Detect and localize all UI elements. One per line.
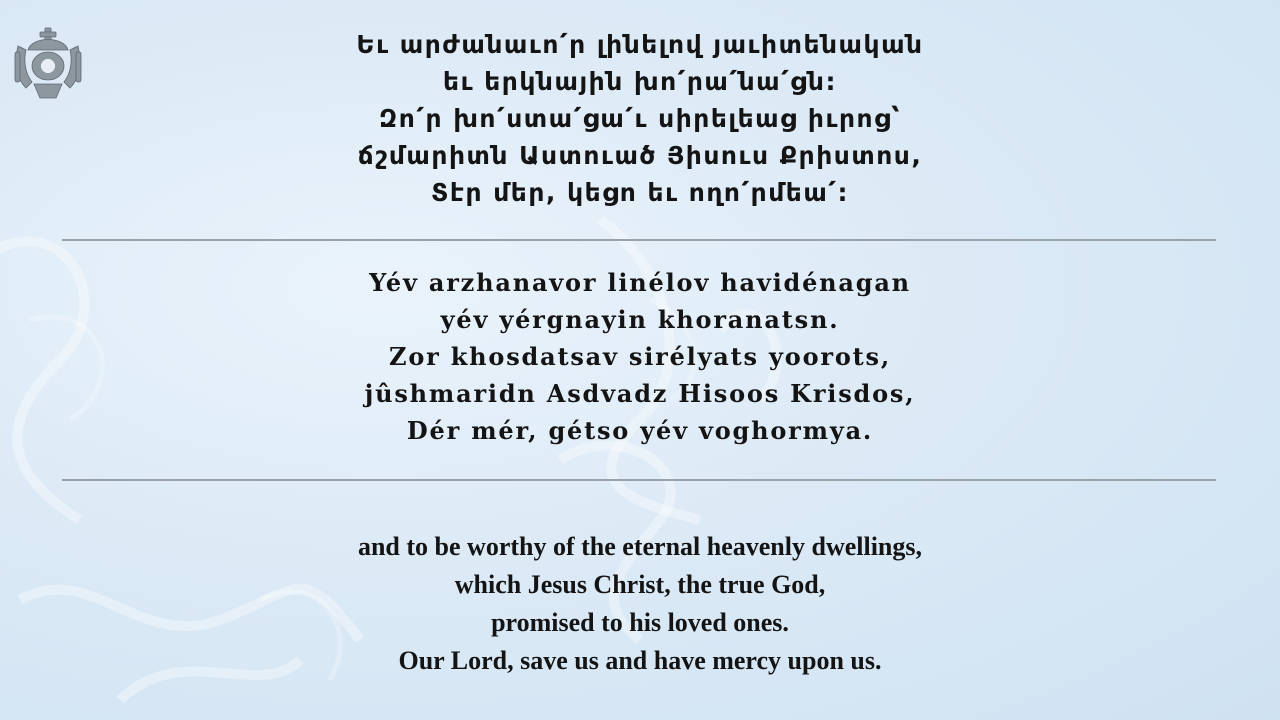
armenian-text-block xyxy=(0,26,1280,211)
english-line-2: which Jesus Christ, the true God, xyxy=(454,570,826,599)
transliteration-line-1: Yév arzhanavor linélov havidénagan xyxy=(369,268,911,297)
english-line-4: Our Lord, save us and have mercy upon us. xyxy=(398,646,882,675)
transliteration-line-2: yév yérgnayin khoranatsn. xyxy=(440,305,840,334)
armenian-line-3: Զո՛ր խո՛ստա՛ցա՛ւ սիրելեաց իւրոց՝ xyxy=(378,104,902,133)
english-line-1: and to be worthy of the eternal heavenly dwellings, xyxy=(357,532,923,561)
armenian-line-1: Եւ արժանաւո՛ր լինելով յաւիտենական xyxy=(356,30,924,59)
transliteration-line-3: Zor khosdatsav sirélyats yoorots, xyxy=(389,342,891,371)
armenian-line-4: ճշմարիտն Աստուած Յիսուս Քրիստոս, xyxy=(357,141,923,170)
armenian-line-2: եւ երկնային խո՛րա՛նա՛ցն: xyxy=(443,67,837,96)
divider-top xyxy=(62,239,1216,241)
transliteration-line-4: jûshmaridn Asdvadz Hisoos Krisdos, xyxy=(364,379,916,408)
transliteration-line-5: Dér mér, gétso yév voghormya. xyxy=(406,416,874,445)
divider-bottom xyxy=(62,479,1216,481)
armenian-line-5: Տէր մեր, կեցո եւ ողո՛րմեա՛: xyxy=(431,178,849,207)
transliteration-text-block xyxy=(0,264,1280,449)
english-line-3: promised to his loved ones. xyxy=(491,608,789,637)
english-text-block xyxy=(0,528,1280,680)
